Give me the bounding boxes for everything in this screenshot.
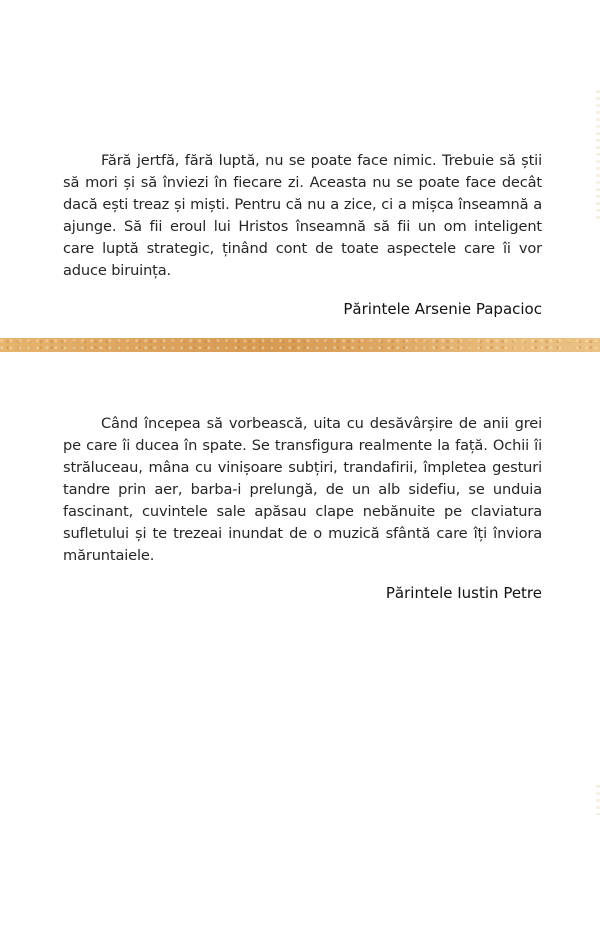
quote-block-2 xyxy=(63,413,542,604)
quote-author: Părintele Arsenie Papacioc xyxy=(343,300,542,318)
gold-divider-band xyxy=(0,338,600,352)
adjacent-page-edge-bottom xyxy=(596,785,600,815)
quote-text: Fără jertfă, fără luptă, nu se poate face nimic. Trebuie să știi să mori și să înviezi în fiecare zi. Aceasta nu se poate face decât dacă ești treaz și miști. Pentru că nu a zice, ci a mișca înseamnă a ajunge. Să fii eroul lui Hristos înseamnă să fii un om inteligent care luptă strategic, ținând cont de toate aspectele care îi vor aduce biruința. xyxy=(63,152,542,279)
quote-block-1 xyxy=(63,150,542,320)
quote-author: Părintele Iustin Petre xyxy=(385,584,542,602)
quote-text: Când începea să vorbească, uita cu desăvârșire de anii grei pe care îi ducea în spate. Se transfigura realmente la față. Ochii îi străluceau, mâna cu vinișoare subțiri, trandafirii, împletea gesturi tandre prin aer, barba-i prelungă, de un alb sidefiu, se unduia fascinant, cuvintele sale apăsau clape nebănuite pe claviatura sufletului și te trezeai inundat de o muzică sfântă care îți înviora măruntaiele. xyxy=(63,415,542,564)
adjacent-page-edge-top xyxy=(596,90,600,220)
